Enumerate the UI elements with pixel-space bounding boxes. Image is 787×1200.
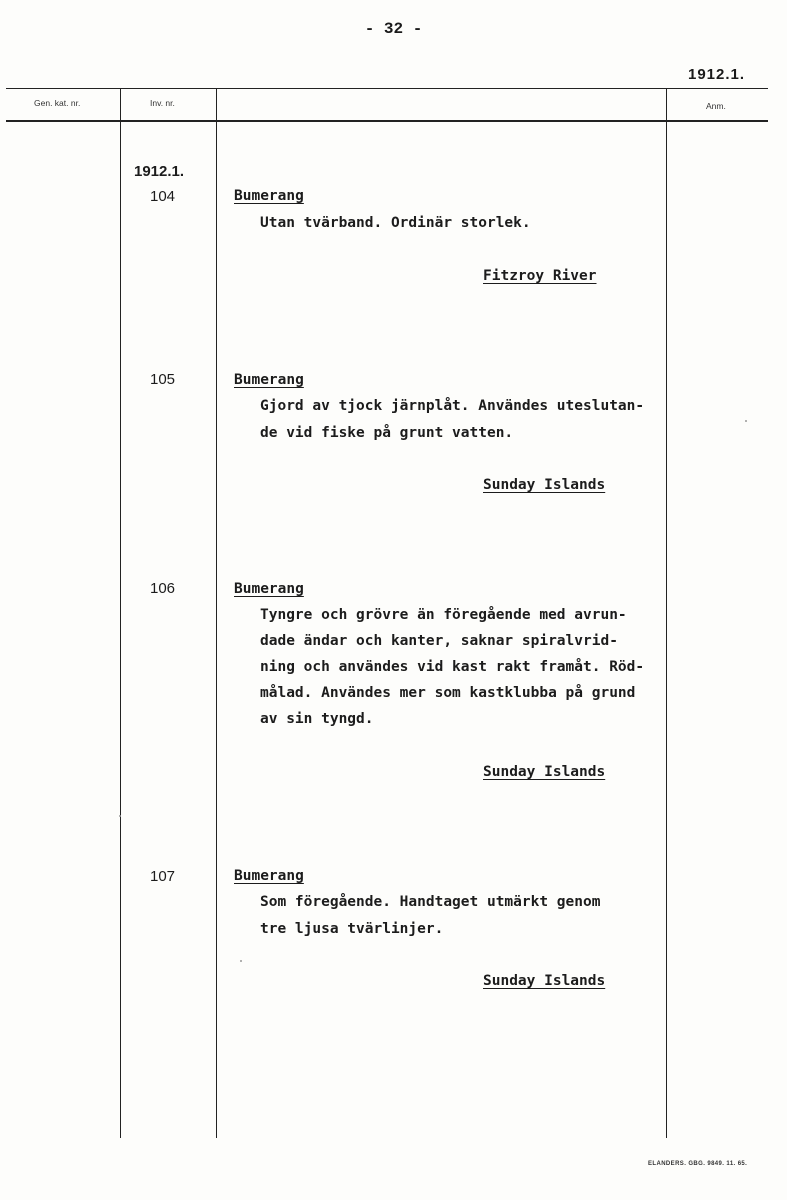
entry-location: Sunday Islands [483,973,606,989]
entry-description-line: Tyngre och grövre än föregående med avrun- [260,607,627,623]
entry-description-line: målad. Användes mer som kastklubba på grund [260,685,636,701]
column-header-anm: Anm. [706,101,726,111]
column-divider-3 [666,88,667,1138]
entry-description-line: Utan tvärband. Ordinär storlek. [260,215,531,231]
entry-description-line: dade ändar och kanter, saknar spiralvrid- [260,633,618,649]
scan-speck [745,420,747,422]
entry-description-line: tre ljusa tvärlinjer. [260,921,444,937]
page-number: - 32 - [364,20,423,38]
scan-speck [119,815,121,817]
section-year: 1912.1. [134,163,185,180]
page-year: 1912.1. [688,66,746,83]
scan-speck [240,960,242,962]
entry-title: Bumerang [234,372,304,388]
column-header-gen-kat: Gen. kat. nr. [34,98,81,108]
entry-location: Fitzroy River [483,268,597,284]
inventory-number: 104 [150,188,176,205]
column-divider-1 [120,88,121,1138]
entry-location: Sunday Islands [483,764,606,780]
entry-description-line: de vid fiske på grunt vatten. [260,425,514,441]
inventory-number: 107 [150,868,176,885]
column-divider-2 [216,88,217,1138]
entry-description-line: Gjord av tjock järnplåt. Användes uteslutan- [260,398,645,414]
printer-imprint: ELANDERS. GBG. 9849. 11. 65. [648,1161,748,1167]
entry-title: Bumerang [234,581,304,597]
column-header-inv: Inv. nr. [150,98,175,108]
inventory-number: 105 [150,371,176,388]
entry-description-line: Som föregående. Handtaget utmärkt genom [260,894,601,910]
entry-description-line: av sin tyngd. [260,711,374,727]
entry-description-line: ning och användes vid kast rakt framåt. Röd- [260,659,645,675]
inventory-number: 106 [150,580,176,597]
entry-title: Bumerang [234,188,304,204]
entry-title: Bumerang [234,868,304,884]
entry-location: Sunday Islands [483,477,606,493]
